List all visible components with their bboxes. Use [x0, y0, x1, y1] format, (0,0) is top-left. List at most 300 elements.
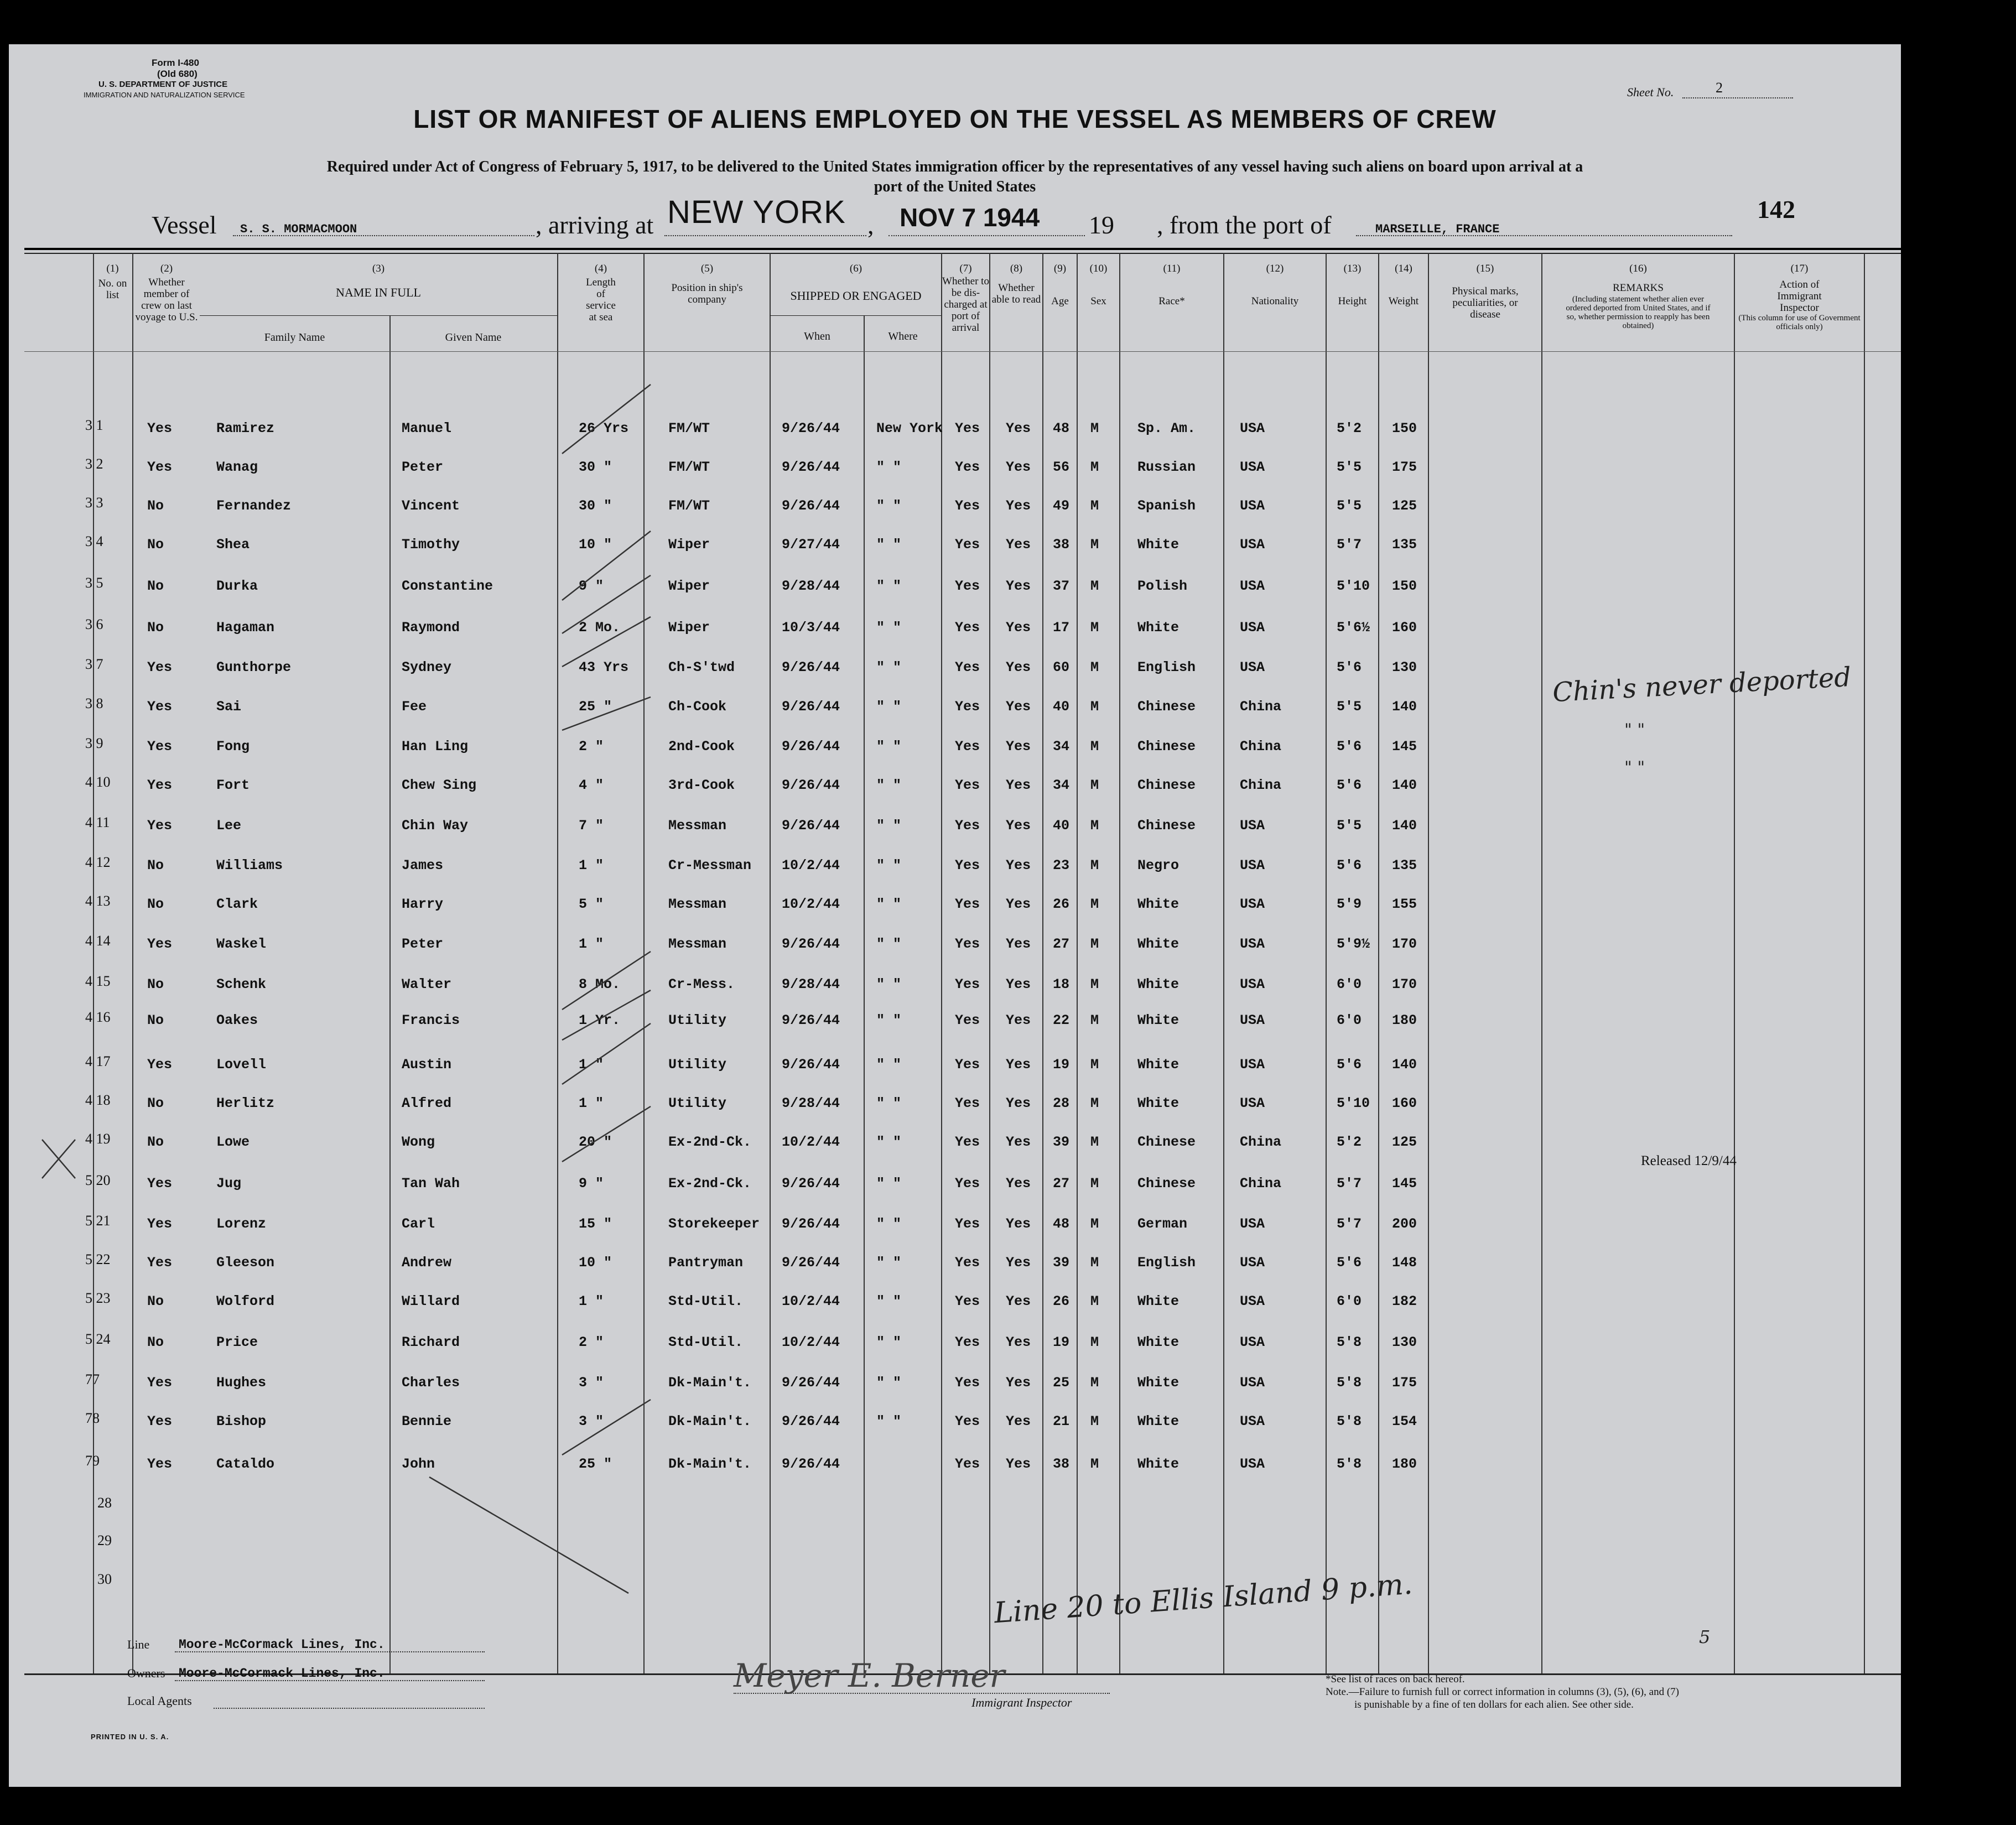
height: 5'6: [1337, 1255, 1362, 1271]
service-slash: [562, 384, 651, 454]
crew-last-voyage: Yes: [147, 1375, 173, 1391]
age: 17: [1053, 620, 1070, 636]
discharged: Yes: [955, 620, 980, 636]
race: Chinese: [1137, 739, 1196, 755]
given-name: Manuel: [402, 420, 452, 436]
able-to-read: Yes: [1006, 498, 1031, 514]
age: 34: [1053, 777, 1070, 793]
nationality: USA: [1240, 1255, 1265, 1271]
weight: 125: [1392, 1134, 1417, 1150]
col6-when: When: [804, 330, 830, 342]
able-to-read: Yes: [1006, 1095, 1031, 1111]
able-to-read: Yes: [1006, 936, 1031, 952]
able-to-read: Yes: [1006, 896, 1031, 912]
shipped-when: 10/2/44: [782, 1134, 840, 1150]
nationality: USA: [1240, 659, 1265, 675]
department: U. S. DEPARTMENT OF JUSTICE: [98, 80, 228, 89]
nationality: USA: [1240, 976, 1265, 992]
shipped-where: " ": [876, 659, 902, 675]
remark-chinese: Chin's never deported: [1551, 661, 1852, 709]
family-name: Hughes: [216, 1375, 267, 1391]
crew-last-voyage: No: [147, 578, 164, 594]
shipped-when: 9/26/44: [782, 659, 840, 675]
family-name: Oakes: [216, 1012, 258, 1028]
weight: 170: [1392, 936, 1417, 952]
nationality: USA: [1240, 818, 1265, 834]
nationality: China: [1240, 1176, 1282, 1192]
shipped-when: 10/2/44: [782, 857, 840, 873]
able-to-read: Yes: [1006, 659, 1031, 675]
agents-label: Local Agents: [127, 1694, 192, 1708]
nationality: USA: [1240, 537, 1265, 553]
discharged: Yes: [955, 1057, 980, 1073]
height: 5'8: [1337, 1413, 1362, 1429]
height: 6'0: [1337, 1293, 1362, 1309]
able-to-read: Yes: [1006, 1216, 1031, 1232]
position: Wiper: [668, 578, 710, 594]
shipped-where: " ": [876, 896, 902, 912]
family-name: Price: [216, 1334, 258, 1350]
race: Spanish: [1137, 498, 1196, 514]
discharged: Yes: [955, 896, 980, 912]
sex: M: [1090, 739, 1099, 755]
col2-header: (2) Whether member of crew on last voyage to U.S.: [135, 263, 198, 323]
nationality: USA: [1240, 1095, 1265, 1111]
col13-header: (13) Height: [1338, 263, 1367, 307]
sex: M: [1090, 1255, 1099, 1271]
position: Ex-2nd-Ck.: [668, 1134, 752, 1150]
length-of-service: 1 ": [579, 857, 604, 873]
shipped-where: " ": [876, 818, 902, 834]
race: Chinese: [1137, 1176, 1196, 1192]
position: Messman: [668, 936, 727, 952]
printed-in-usa: PRINTED IN U. S. A.: [91, 1733, 169, 1741]
family-name: Waskel: [216, 936, 267, 952]
col5-header: (5) Position in ship's company: [671, 263, 743, 305]
sex: M: [1090, 976, 1099, 992]
able-to-read: Yes: [1006, 739, 1031, 755]
discharged: Yes: [955, 1216, 980, 1232]
family-name: Gunthorpe: [216, 659, 292, 675]
length-of-service: 2 Mo.: [579, 620, 621, 636]
length-of-service: 30 ": [579, 459, 612, 475]
sex: M: [1090, 896, 1099, 912]
height: 5'6: [1337, 739, 1362, 755]
page-title: LIST OR MANIFEST OF ALIENS EMPLOYED ON THE VESSEL AS MEMBERS OF CREW: [413, 105, 1497, 133]
shipped-where: " ": [876, 1095, 902, 1111]
family-name: Fernandez: [216, 498, 292, 514]
sex: M: [1090, 1176, 1099, 1192]
sex: M: [1090, 659, 1099, 675]
sex: M: [1090, 578, 1099, 594]
family-name: Cataldo: [216, 1456, 275, 1472]
given-name: Harry: [402, 896, 444, 912]
position: Ch-S'twd: [668, 659, 735, 675]
able-to-read: Yes: [1006, 777, 1031, 793]
family-name: Ramirez: [216, 420, 275, 436]
position: Dk-Main't.: [668, 1456, 752, 1472]
given-name: Andrew: [402, 1255, 452, 1271]
col14-header: (14) Weight: [1388, 263, 1419, 307]
shipped-when: 9/26/44: [782, 699, 840, 715]
position: Dk-Main't.: [668, 1375, 752, 1391]
length-of-service: 25 ": [579, 1456, 612, 1472]
age: 23: [1053, 857, 1070, 873]
line-label: Line: [127, 1637, 150, 1651]
length-of-service: 1 ": [579, 936, 604, 952]
weight: 148: [1392, 1255, 1417, 1271]
shipped-where: " ": [876, 976, 902, 992]
discharged: Yes: [955, 420, 980, 436]
weight: 175: [1392, 459, 1417, 475]
line-number: 4 18: [85, 1092, 111, 1108]
shipped-when: 9/28/44: [782, 1095, 840, 1111]
nationality: USA: [1240, 1375, 1265, 1391]
position: FM/WT: [668, 459, 710, 475]
line-number: 4 12: [85, 854, 111, 870]
discharged: Yes: [955, 659, 980, 675]
weight: 175: [1392, 1375, 1417, 1391]
length-of-service: 15 ": [579, 1216, 612, 1232]
discharged: Yes: [955, 1176, 980, 1192]
weight: 140: [1392, 777, 1417, 793]
race: White: [1137, 1334, 1180, 1350]
race: White: [1137, 1293, 1180, 1309]
discharged: Yes: [955, 1293, 980, 1309]
length-of-service: 1 ": [579, 1293, 604, 1309]
shipped-when: 9/26/44: [782, 1375, 840, 1391]
nationality: China: [1240, 1134, 1282, 1150]
able-to-read: Yes: [1006, 857, 1031, 873]
age: 40: [1053, 699, 1070, 715]
race: Chinese: [1137, 699, 1196, 715]
length-of-service: 3 ": [579, 1375, 604, 1391]
shipped-when: 9/27/44: [782, 537, 840, 553]
sex: M: [1090, 1456, 1099, 1472]
nationality: China: [1240, 777, 1282, 793]
able-to-read: Yes: [1006, 420, 1031, 436]
given-name: Raymond: [402, 620, 460, 636]
sex: M: [1090, 936, 1099, 952]
family-name: Jug: [216, 1176, 242, 1192]
weight: 154: [1392, 1413, 1417, 1429]
family-name: Wolford: [216, 1293, 275, 1309]
sex: M: [1090, 420, 1099, 436]
released-note: Released 12/9/44: [1641, 1153, 1737, 1168]
sex: M: [1090, 1293, 1099, 1309]
col12-header: (12) Nationality: [1251, 263, 1299, 307]
weight: 145: [1392, 739, 1417, 755]
discharged: Yes: [955, 1255, 980, 1271]
arriving-label: , arriving at: [536, 211, 654, 239]
given-name: Richard: [402, 1334, 460, 1350]
length-of-service: 26 Yrs: [579, 420, 629, 436]
position: 2nd-Cook: [668, 739, 735, 755]
shipped-where: " ": [876, 459, 902, 475]
nationality: USA: [1240, 620, 1265, 636]
shipped-when: 9/26/44: [782, 777, 840, 793]
col6-header: (6) SHIPPED OR ENGAGED: [790, 263, 922, 303]
length-of-service: 43 Yrs: [579, 659, 629, 675]
crew-last-voyage: Yes: [147, 659, 173, 675]
able-to-read: Yes: [1006, 1293, 1031, 1309]
subtitle-line2: port of the United States: [874, 178, 1036, 195]
shipped-when: 9/26/44: [782, 1456, 840, 1472]
height: 5'7: [1337, 537, 1362, 553]
age: 49: [1053, 498, 1070, 514]
family-name: Wanag: [216, 459, 258, 475]
given-name: Alfred: [402, 1095, 452, 1111]
shipped-where: " ": [876, 1012, 902, 1028]
height: 6'0: [1337, 1012, 1362, 1028]
race: White: [1137, 896, 1180, 912]
shipped-when: 9/26/44: [782, 818, 840, 834]
discharged: Yes: [955, 699, 980, 715]
shipped-when: 10/3/44: [782, 620, 840, 636]
family-name: Durka: [216, 578, 258, 594]
shipped-when: 10/2/44: [782, 896, 840, 912]
service-slash: [562, 697, 651, 730]
crew-last-voyage: Yes: [147, 818, 173, 834]
given-name: Charles: [402, 1375, 460, 1391]
nationality: USA: [1240, 1456, 1265, 1472]
inspector-signature: Meyer E. Berner: [734, 1657, 1005, 1694]
length-of-service: 2 ": [579, 739, 604, 755]
shipped-when: 9/26/44: [782, 1012, 840, 1028]
discharged: Yes: [955, 1456, 980, 1472]
weight: 135: [1392, 857, 1417, 873]
age: 40: [1053, 818, 1070, 834]
family-name: Lowe: [216, 1134, 250, 1150]
service-slash: [562, 531, 651, 600]
shipped-when: 9/26/44: [782, 459, 840, 475]
weight: 155: [1392, 896, 1417, 912]
weight: 140: [1392, 699, 1417, 715]
weight: 130: [1392, 659, 1417, 675]
shipped-where: " ": [876, 1334, 902, 1350]
able-to-read: Yes: [1006, 1456, 1031, 1472]
shipped-where: " ": [876, 1413, 902, 1429]
owners-value: Moore-McCormack Lines, Inc.: [179, 1666, 385, 1681]
shipped-when: 10/2/44: [782, 1293, 840, 1309]
line-number: 79: [85, 1453, 100, 1469]
discharged: Yes: [955, 739, 980, 755]
line-number: 78: [85, 1410, 100, 1426]
nationality: USA: [1240, 1293, 1265, 1309]
crew-last-voyage: Yes: [147, 1057, 173, 1073]
family-name: Williams: [216, 857, 283, 873]
service: IMMIGRATION AND NATURALIZATION SERVICE: [84, 91, 245, 99]
crew-last-voyage: No: [147, 976, 164, 992]
nationality: USA: [1240, 1012, 1265, 1028]
family-name: Schenk: [216, 976, 267, 992]
family-name: Gleeson: [216, 1255, 275, 1271]
nationality: USA: [1240, 936, 1265, 952]
height: 5'6½: [1337, 620, 1370, 636]
given-name: Timothy: [402, 537, 460, 553]
position: FM/WT: [668, 498, 710, 514]
age: 39: [1053, 1134, 1070, 1150]
col3-family: Family Name: [264, 331, 325, 344]
length-of-service: 30 ": [579, 498, 612, 514]
able-to-read: Yes: [1006, 620, 1031, 636]
sex: M: [1090, 498, 1099, 514]
col11-header: (11) Race*: [1158, 263, 1185, 307]
shipped-when: 9/26/44: [782, 420, 840, 436]
weight: 170: [1392, 976, 1417, 992]
line-number: 3 4: [85, 533, 103, 549]
col3-header: (3) NAME IN FULL: [336, 263, 421, 299]
family-name: Fong: [216, 739, 250, 755]
inspector-label: Immigrant Inspector: [971, 1696, 1072, 1709]
discharged: Yes: [955, 1413, 980, 1429]
given-name: Francis: [402, 1012, 460, 1028]
race: White: [1137, 976, 1180, 992]
able-to-read: Yes: [1006, 1255, 1031, 1271]
race: Negro: [1137, 857, 1180, 873]
line-number: 3 3: [85, 495, 103, 511]
age: 34: [1053, 739, 1070, 755]
shipped-where: " ": [876, 1134, 902, 1150]
nationality: USA: [1240, 1057, 1265, 1073]
able-to-read: Yes: [1006, 1134, 1031, 1150]
shipped-where: " ": [876, 1057, 902, 1073]
given-name: Willard: [402, 1293, 460, 1309]
family-name: Fort: [216, 777, 250, 793]
races-note: *See list of races on back hereof.: [1326, 1673, 1465, 1685]
height: 5'7: [1337, 1176, 1362, 1192]
crew-last-voyage: No: [147, 857, 164, 873]
given-name: Tan Wah: [402, 1176, 460, 1192]
sex: M: [1090, 537, 1099, 553]
line-number: 4 15: [85, 973, 111, 989]
position: Cr-Messman: [668, 857, 752, 873]
from-label: , from the port of: [1157, 211, 1332, 239]
crew-last-voyage: No: [147, 1012, 164, 1028]
age: 22: [1053, 1012, 1070, 1028]
shipped-when: 9/28/44: [782, 976, 840, 992]
handwritten-strokes: [9, 44, 1901, 1787]
race: Sp. Am.: [1137, 420, 1196, 436]
given-name: James: [402, 857, 444, 873]
race: Chinese: [1137, 818, 1196, 834]
line-number: 5 23: [85, 1290, 111, 1306]
position: 3rd-Cook: [668, 777, 735, 793]
sex: M: [1090, 699, 1099, 715]
nationality: China: [1240, 699, 1282, 715]
discharged: Yes: [955, 459, 980, 475]
age: 39: [1053, 1255, 1070, 1271]
sex: M: [1090, 1095, 1099, 1111]
empty-line-number: 29: [97, 1532, 112, 1548]
sheet-label: Sheet No.: [1627, 85, 1674, 99]
race: Polish: [1137, 578, 1188, 594]
shipped-when: 10/2/44: [782, 1334, 840, 1350]
crew-last-voyage: No: [147, 1095, 164, 1111]
length-of-service: 1 ": [579, 1057, 604, 1073]
discharged: Yes: [955, 578, 980, 594]
col4-header: (4) Length of service at sea: [586, 263, 616, 323]
given-name: Peter: [402, 459, 444, 475]
sex: M: [1090, 857, 1099, 873]
family-name: Clark: [216, 896, 258, 912]
shipped-when: 9/26/44: [782, 936, 840, 952]
height: 5'6: [1337, 659, 1362, 675]
shipped-when: 9/26/44: [782, 1057, 840, 1073]
nationality: China: [1240, 739, 1282, 755]
race: White: [1137, 1456, 1180, 1472]
length-of-service: 1 ": [579, 1095, 604, 1111]
line-number: 5 21: [85, 1213, 111, 1229]
length-of-service: 9 ": [579, 578, 604, 594]
given-name: Vincent: [402, 498, 460, 514]
line-number: 4 11: [85, 814, 110, 830]
race: White: [1137, 1413, 1180, 1429]
line-number: 3 2: [85, 456, 103, 472]
length-of-service: 2 ": [579, 1334, 604, 1350]
height: 5'6: [1337, 857, 1362, 873]
age: 48: [1053, 420, 1070, 436]
able-to-read: Yes: [1006, 537, 1031, 553]
position: Cr-Mess.: [668, 976, 735, 992]
given-name: Chin Way: [402, 818, 469, 834]
nationality: USA: [1240, 1334, 1265, 1350]
weight: 150: [1392, 578, 1417, 594]
col6-where: Where: [888, 330, 918, 342]
race: White: [1137, 936, 1180, 952]
weight: 140: [1392, 818, 1417, 834]
crew-last-voyage: No: [147, 498, 164, 514]
shipped-where: " ": [876, 699, 902, 715]
stray-number: 5: [1699, 1626, 1711, 1647]
discharged: Yes: [955, 537, 980, 553]
height: 5'9½: [1337, 936, 1370, 952]
weight: 130: [1392, 1334, 1417, 1350]
shipped-where: " ": [876, 777, 902, 793]
given-name: Carl: [402, 1216, 435, 1232]
able-to-read: Yes: [1006, 1176, 1031, 1192]
weight: 180: [1392, 1012, 1417, 1028]
given-name: John: [402, 1456, 435, 1472]
position: Std-Util.: [668, 1334, 744, 1350]
able-to-read: Yes: [1006, 1334, 1031, 1350]
length-of-service: 3 ": [579, 1413, 604, 1429]
vessel-name: S. S. MORMACMOON: [240, 222, 357, 236]
height: 5'6: [1337, 777, 1362, 793]
arrival-port: NEW YORK: [667, 194, 846, 230]
position: Ch-Cook: [668, 699, 727, 715]
age: 56: [1053, 459, 1070, 475]
given-name: Han Ling: [402, 739, 469, 755]
shipped-where: " ": [876, 1216, 902, 1232]
family-name: Sai: [216, 699, 242, 715]
length-of-service: 4 ": [579, 777, 604, 793]
weight: 150: [1392, 420, 1417, 436]
position: Pantryman: [668, 1255, 744, 1271]
race: White: [1137, 1375, 1180, 1391]
line-number: 4 17: [85, 1053, 111, 1069]
empty-line-number: 28: [97, 1495, 112, 1511]
fine-note-2: is punishable by a fine of ten dollars for each alien. See other side.: [1354, 1699, 1634, 1710]
able-to-read: Yes: [1006, 699, 1031, 715]
race: Chinese: [1137, 777, 1196, 793]
shipped-when: 9/26/44: [782, 1216, 840, 1232]
subtitle-line1: Required under Act of Congress of February 5, 1917, to be delivered to the United States immigration officer by the representatives of any vessel having such aliens on board upon arrival at a: [326, 158, 1583, 175]
sex: M: [1090, 1012, 1099, 1028]
col9-header: (9) Age: [1051, 263, 1069, 307]
discharged: Yes: [955, 818, 980, 834]
line-number: 3 1: [85, 417, 103, 433]
